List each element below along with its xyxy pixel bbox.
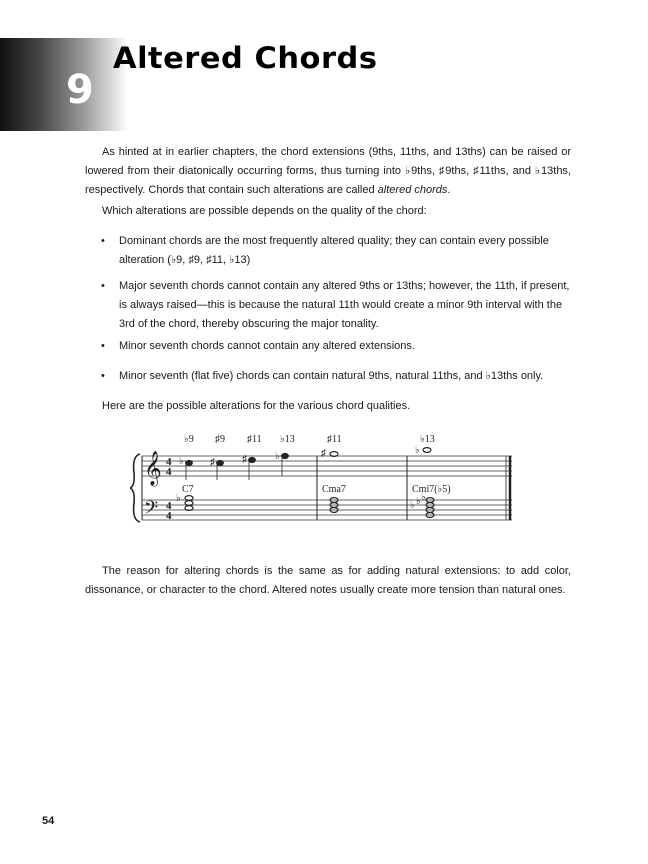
closing-paragraph: The reason for altering chords is the same as for adding natural extensions: to add color, dissonance, or character to the chord. Altered notes usually create more tension than natural ones. (85, 565, 571, 596)
bullet-item (101, 337, 571, 356)
chord-symbol: C7 (182, 484, 194, 495)
treble-staff (142, 456, 512, 476)
treble-time-den: 4 (166, 466, 172, 478)
bullet-dot: • (101, 235, 105, 247)
term-altered-chords: altered chords (377, 184, 448, 196)
alteration-label: ♭13 (420, 434, 435, 445)
svg-text:♭: ♭ (179, 456, 184, 467)
bass-time-den: 4 (166, 510, 172, 522)
treble-clef-icon: 𝄞 (144, 452, 162, 485)
bullet-text: Major seventh chords cannot contain any altered 9ths or 13ths; however, the 11th, if present, is always raised—this is because the natural 11th would create a minor 9th interval with the 3rd of the chord, thereby obscuring the major tonality. (119, 280, 570, 330)
bullet-item (101, 367, 571, 386)
note-sharp9 (210, 457, 223, 480)
bullet-text: Minor seventh (flat five) chords can contain natural 9ths, natural 11ths, and ♭13ths only. (119, 370, 544, 382)
svg-text:♭: ♭ (275, 451, 280, 462)
note-flat13 (275, 451, 288, 476)
music-notation (130, 428, 520, 533)
svg-text:♯: ♯ (242, 454, 247, 465)
svg-text:♭: ♭ (416, 496, 421, 507)
svg-text:♭: ♭ (176, 493, 181, 504)
chapter-number: 9 (66, 67, 93, 113)
chord-symbol: Cma7 (322, 484, 346, 495)
svg-text:♭: ♭ (410, 500, 415, 511)
svg-text:♭: ♭ (415, 445, 420, 456)
svg-text:♭: ♭ (421, 492, 426, 503)
bass-staff (142, 500, 512, 520)
alteration-label: ♭9 (184, 434, 194, 445)
bass-time-num: 4 (166, 500, 172, 512)
bullet-dot: • (101, 370, 105, 382)
chapter-title: Altered Chords (113, 41, 378, 75)
alteration-label: ♯9 (215, 434, 225, 445)
bullet-dot: • (101, 280, 105, 292)
bullet-item (101, 277, 571, 334)
intro-end: . (447, 184, 451, 196)
bullet-text: Minor seventh chords cannot contain any altered extensions. (119, 340, 415, 352)
intro-paragraph (85, 143, 571, 200)
bullet-item (101, 232, 571, 270)
bullet-text: Dominant chords are the most frequently altered quality; they can contain every possible alteration (♭9, ♯9, ♯11, ♭13) (119, 235, 549, 266)
bullet-dot: • (101, 340, 105, 352)
alteration-label: ♯11 (247, 434, 262, 445)
bass-chord-c7 (176, 493, 193, 510)
intro-text: As hinted at in earlier chapters, the chord extensions (9ths, 11ths, and 13ths) can be raised or lowered from their diatonically occurring forms, thus turning into ♭9ths, ♯9ths, ♯11ths, and ♭13ths, respectively. Chords that contain such alterations are called (85, 146, 571, 196)
alteration-label: ♯11 (327, 434, 342, 445)
bass-clef-icon: 𝄢 (144, 497, 159, 522)
page-number: 54 (42, 815, 55, 827)
chord-symbol: Cmi7(♭5) (412, 484, 451, 495)
note-flat13-whole (415, 445, 431, 456)
treble-time-num: 4 (166, 456, 172, 468)
alteration-label: ♭13 (280, 434, 295, 445)
examples-intro: Here are the possible alterations for the various chord qualities. (102, 400, 411, 412)
svg-text:♯: ♯ (321, 448, 326, 459)
chapter-number-block (0, 38, 128, 131)
svg-text:♯: ♯ (210, 457, 215, 468)
quality-paragraph: Which alterations are possible depends on the quality of the chord: (102, 205, 427, 217)
note-sharp11-whole (321, 448, 338, 459)
brace-icon (130, 454, 140, 522)
